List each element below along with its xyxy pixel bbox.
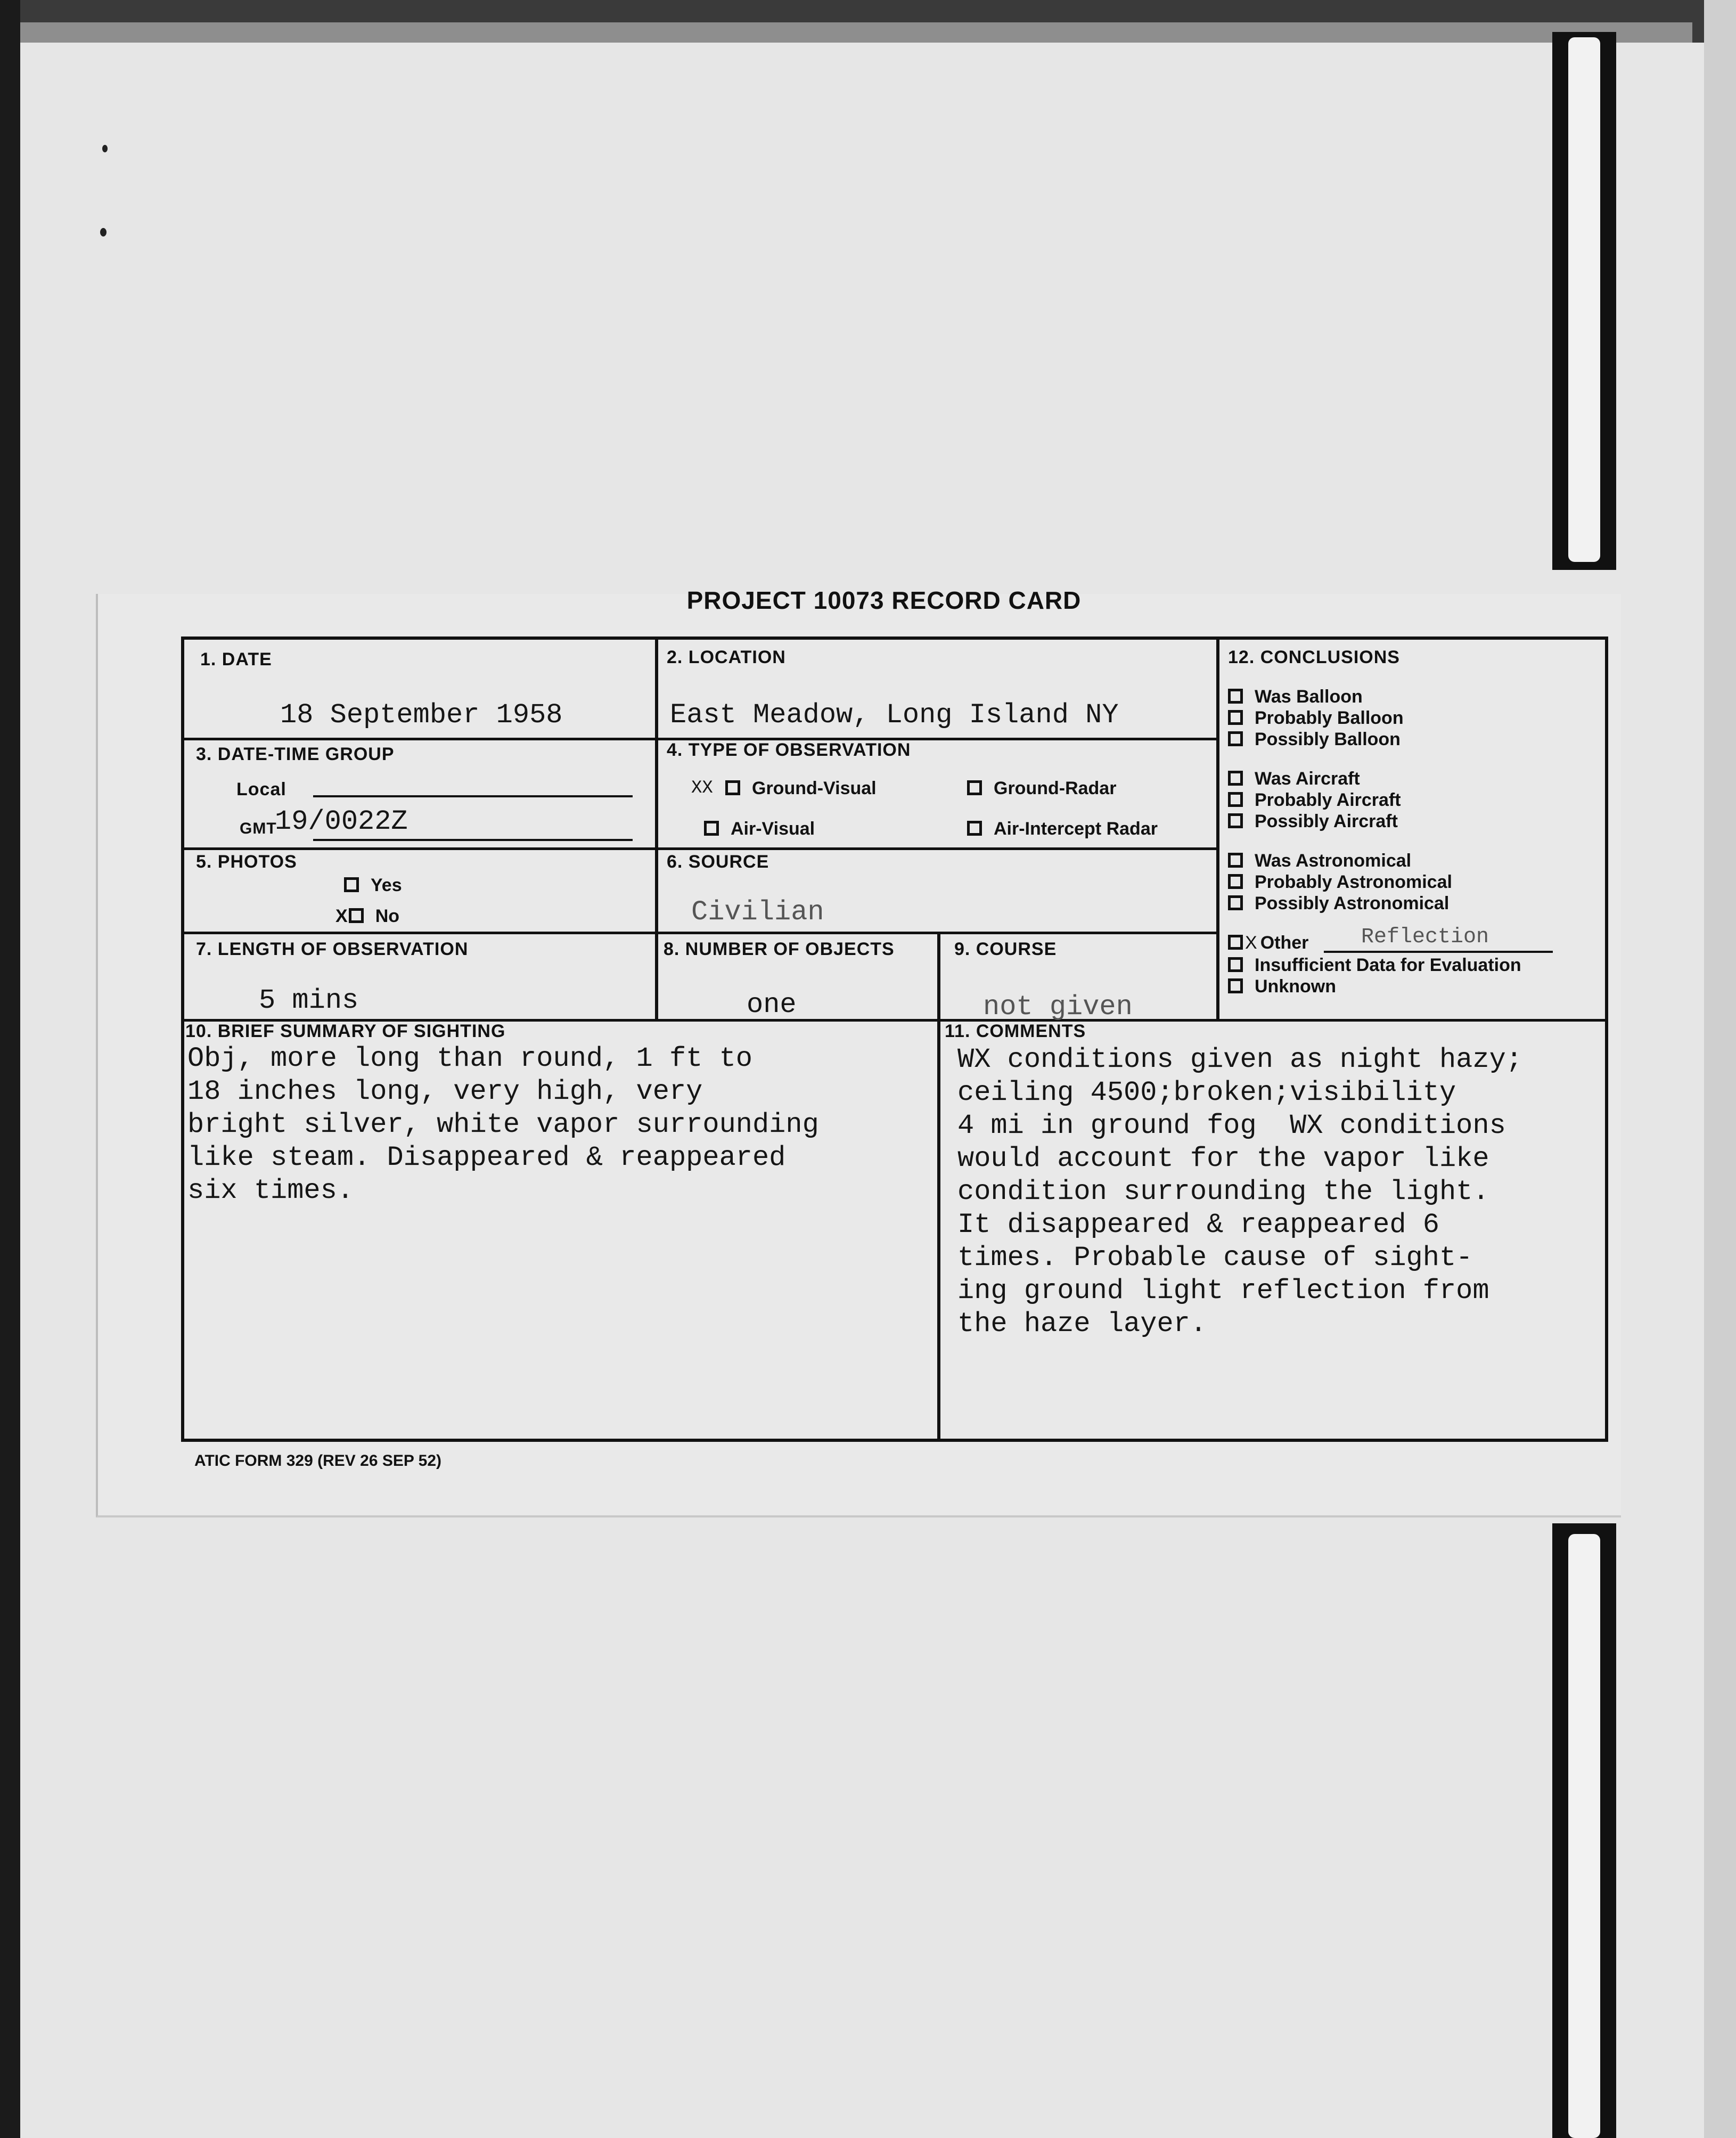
checkbox-icon (1228, 792, 1243, 807)
summary-line: 18 inches long, very high, very (187, 1076, 703, 1107)
conclusion-was-aircraft (1228, 769, 1360, 789)
checkbox-icon (967, 780, 982, 795)
checkbox-icon (344, 877, 359, 892)
date-value: 18 September 1958 (280, 699, 563, 731)
scan-speck (100, 228, 107, 236)
local-blank (313, 795, 633, 797)
objects-value: one (747, 989, 797, 1021)
date-label: 1. DATE (200, 649, 272, 670)
photos-yes (344, 875, 402, 896)
scan-speck (102, 145, 108, 152)
checkbox-icon (1228, 853, 1243, 868)
course-label: 9. COURSE (954, 939, 1057, 959)
option-label: Ground-Visual (752, 778, 877, 798)
comments-line: 4 mi in ground fog WX conditions (957, 1110, 1506, 1141)
checkbox-icon (1228, 874, 1243, 889)
comments-line: It disappeared & reappeared 6 (957, 1209, 1439, 1241)
option-ground-radar (967, 778, 1116, 799)
option-label: Was Balloon (1255, 687, 1363, 707)
checkbox-icon (1228, 895, 1243, 910)
checkbox-icon (1228, 689, 1243, 704)
comments-line: ing ground light reflection from (957, 1275, 1489, 1307)
conclusion-probably-balloon (1228, 708, 1404, 729)
grid-line-v4 (937, 1019, 940, 1440)
comments-text (957, 1043, 1522, 1341)
conclusion-possibly-astronomical (1228, 893, 1449, 914)
comments-line: WX conditions given as night hazy; (957, 1044, 1522, 1075)
option-label: Probably Aircraft (1255, 790, 1401, 810)
comments-label: 11. COMMENTS (945, 1021, 1086, 1041)
scan-border-left (0, 0, 20, 2138)
form-footer: ATIC FORM 329 (REV 26 SEP 52) (194, 1452, 442, 1470)
observation-type-label: 4. TYPE OF OBSERVATION (667, 740, 911, 760)
checkbox-icon (1228, 935, 1243, 950)
checkbox-icon (1228, 710, 1243, 725)
comments-line: would account for the vapor like (957, 1143, 1489, 1174)
option-label: No (375, 906, 400, 926)
option-label: Probably Astronomical (1255, 872, 1452, 892)
conclusion-was-astronomical (1228, 851, 1411, 871)
option-label: Air-Intercept Radar (994, 819, 1158, 839)
other-blank (1324, 951, 1553, 953)
checkbox-icon (1228, 813, 1243, 828)
checkbox-icon (1228, 731, 1243, 746)
comments-line: ceiling 4500;broken;visibility (957, 1077, 1456, 1108)
card-title: PROJECT 10073 RECORD CARD (686, 586, 1082, 614)
conclusion-was-balloon (1228, 687, 1363, 707)
option-air-visual (704, 819, 815, 839)
option-label: Possibly Aircraft (1255, 811, 1398, 831)
conclusion-probably-aircraft (1228, 790, 1401, 811)
length-value: 5 mins (259, 985, 359, 1016)
other-value: Reflection (1361, 925, 1489, 949)
scan-border-top-inner (15, 22, 1692, 44)
summary-line: bright silver, white vapor surrounding (187, 1109, 819, 1140)
course-value: not given (983, 991, 1133, 1023)
photos-mark: X (335, 906, 348, 926)
date-time-group-label: 3. DATE-TIME GROUP (196, 744, 395, 764)
checkbox-icon (1228, 771, 1243, 786)
grid-line-h3 (184, 932, 1219, 934)
comments-line: condition surrounding the light. (957, 1176, 1489, 1207)
gmt-blank (313, 839, 633, 841)
conclusion-probably-astronomical (1228, 872, 1452, 893)
photos-label: 5. PHOTOS (196, 852, 297, 872)
checkbox-icon (704, 821, 719, 836)
source-value: Civilian (691, 896, 824, 928)
option-air-intercept-radar (967, 819, 1158, 839)
local-label: Local (236, 779, 286, 799)
conclusion-unknown (1228, 976, 1336, 997)
conclusion-other (1228, 933, 1308, 953)
conclusion-possibly-balloon (1228, 729, 1401, 750)
comments-line: times. Probable cause of sight- (957, 1242, 1473, 1274)
photos-no (335, 906, 399, 927)
conclusion-possibly-aircraft (1228, 811, 1398, 832)
record-card (181, 636, 1608, 1442)
checkbox-icon (725, 780, 740, 795)
grid-line-h2 (184, 847, 1219, 850)
checkbox-icon (349, 908, 364, 923)
length-label: 7. LENGTH OF OBSERVATION (196, 939, 469, 959)
checkbox-icon (1228, 957, 1243, 972)
observation-type-mark: XX (691, 778, 713, 798)
option-label: Possibly Balloon (1255, 729, 1401, 749)
location-value: East Meadow, Long Island NY (670, 699, 1119, 731)
option-label: Probably Balloon (1255, 708, 1404, 728)
file-tab-upper-slot (1568, 37, 1600, 562)
grid-line-v3 (937, 932, 940, 1021)
other-mark: X (1245, 933, 1257, 953)
conclusions-label: 12. CONCLUSIONS (1228, 647, 1400, 667)
file-tab-lower-slot (1568, 1534, 1600, 2138)
option-label: Air-Visual (731, 819, 815, 839)
summary-label: 10. BRIEF SUMMARY OF SIGHTING (185, 1021, 506, 1041)
location-label: 2. LOCATION (667, 647, 786, 667)
gmt-value: 19/0022Z (275, 806, 408, 837)
option-label: Insufficient Data for Evaluation (1255, 955, 1521, 975)
summary-line: Obj, more long than round, 1 ft to (187, 1043, 752, 1074)
gmt-label: GMT (240, 820, 277, 837)
comments-line: the haze layer. (957, 1308, 1207, 1340)
objects-label: 8. NUMBER OF OBJECTS (664, 939, 895, 959)
conclusion-insufficient-data (1228, 955, 1521, 976)
option-label: Was Aircraft (1255, 769, 1360, 789)
option-label: Ground-Radar (994, 778, 1117, 798)
option-label: Yes (371, 875, 402, 895)
summary-line: six times. (187, 1175, 354, 1206)
source-label: 6. SOURCE (667, 852, 769, 872)
checkbox-icon (1228, 978, 1243, 993)
option-ground-visual (725, 778, 877, 799)
scan-border-right (1704, 0, 1736, 2138)
grid-line-v2 (1216, 640, 1219, 1021)
summary-text (187, 1042, 819, 1207)
option-label: Possibly Astronomical (1255, 893, 1450, 913)
grid-line-v1 (655, 640, 658, 1021)
option-label: Other (1260, 933, 1309, 953)
option-label: Unknown (1255, 976, 1336, 997)
option-label: Was Astronomical (1255, 851, 1412, 871)
summary-line: like steam. Disappeared & reappeared (187, 1142, 786, 1173)
checkbox-icon (967, 821, 982, 836)
